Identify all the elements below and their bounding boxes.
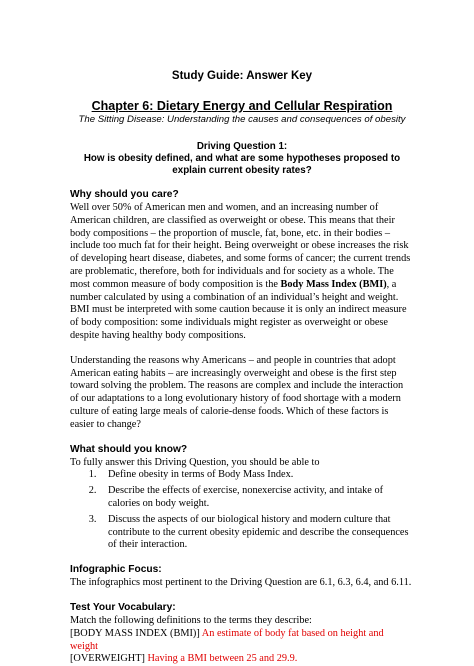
page-title: Study Guide: Answer Key xyxy=(171,70,313,82)
vocab-heading: Test Your Vocabulary: xyxy=(70,601,176,613)
infographic-heading: Infographic Focus: xyxy=(70,564,162,576)
vocab-answer: Having a BMI between 25 and 29.9. xyxy=(147,653,298,665)
driving-question xyxy=(70,141,414,177)
why-care-p1-text-end: , a number calculated by using a combination of an individual’s height and weight. BMI must be interpreted with some caution because it is only an indirect measure of body composition: some individuals might register as overweight or obese despite having healthy body compositions. xyxy=(70,278,407,341)
what-know-section xyxy=(70,444,414,553)
bmi-term: Body Mass Index (BMI) xyxy=(280,278,387,290)
objectives-list xyxy=(70,469,414,552)
driving-question-text: How is obesity defined, and what are some hypotheses proposed to explain current obesity rates? xyxy=(83,153,401,176)
chapter-subtitle: The Sitting Disease: Understanding the causes and consequences of obesity xyxy=(78,114,406,125)
driving-question-label: Driving Question 1: xyxy=(196,141,288,152)
vocab-section xyxy=(70,602,414,666)
vocab-intro: Match the following definitions to the terms they describe: xyxy=(70,614,312,626)
vocab-entry xyxy=(70,653,414,666)
list-item: 2. Describe the effects of exercise, nonexercise activity, and intake of calories on body weight. xyxy=(99,485,414,511)
why-care-heading: Why should you care? xyxy=(70,189,179,200)
infographic-section xyxy=(70,564,414,590)
what-know-intro: To fully answer this Driving Question, you should be able to xyxy=(70,456,320,468)
chapter-title: Chapter 6: Dietary Energy and Cellular Respiration xyxy=(91,99,393,113)
vocab-entry xyxy=(70,628,414,654)
why-care-section xyxy=(70,189,414,432)
list-item: 1. Define obesity in terms of Body Mass Index. xyxy=(99,469,414,482)
vocab-term: [OVERWEIGHT] xyxy=(70,653,145,665)
list-item: 3. Discuss the aspects of our biological history and modern culture that contribute to the current obesity epidemic and describe the consequences of their interaction. xyxy=(99,514,414,552)
vocab-answer: An estimate of body fat based on height and weight xyxy=(70,627,384,652)
vocab-term: [BODY MASS INDEX (BMI)] xyxy=(70,627,200,639)
what-know-heading: What should you know? xyxy=(70,443,188,455)
why-care-paragraph-2: Understanding the reasons why Americans – and people in countries that adopt American eating habits – are increasingly overweight and obese is the first step toward solving the problem. The reasons are complex and include the interaction of our adaptations to a long evolutionary history of food shortage with a modern culture of eating large meals of calorie-dense foods. Which of these factors is easier to change? xyxy=(70,354,404,430)
why-care-p1-text: Well over 50% of American men and women, and an increasing number of American children, are classified as overweight or obese. This means that their body compositions – the proportion of muscle, fat, bone, etc. in their bodies – include too much fat for their height. Being overweight or obese increases the risk of developing heart disease, diabetes, and some forms of cancer; the current trends are problematic, therefore, both for individuals and for society as a whole. The most common measure of body composition is the xyxy=(70,202,411,290)
why-care-paragraph-1 xyxy=(70,202,414,343)
infographic-text: The infographics most pertinent to the Driving Question are 6.1, 6.3, 6.4, and 6.11. xyxy=(70,577,412,589)
